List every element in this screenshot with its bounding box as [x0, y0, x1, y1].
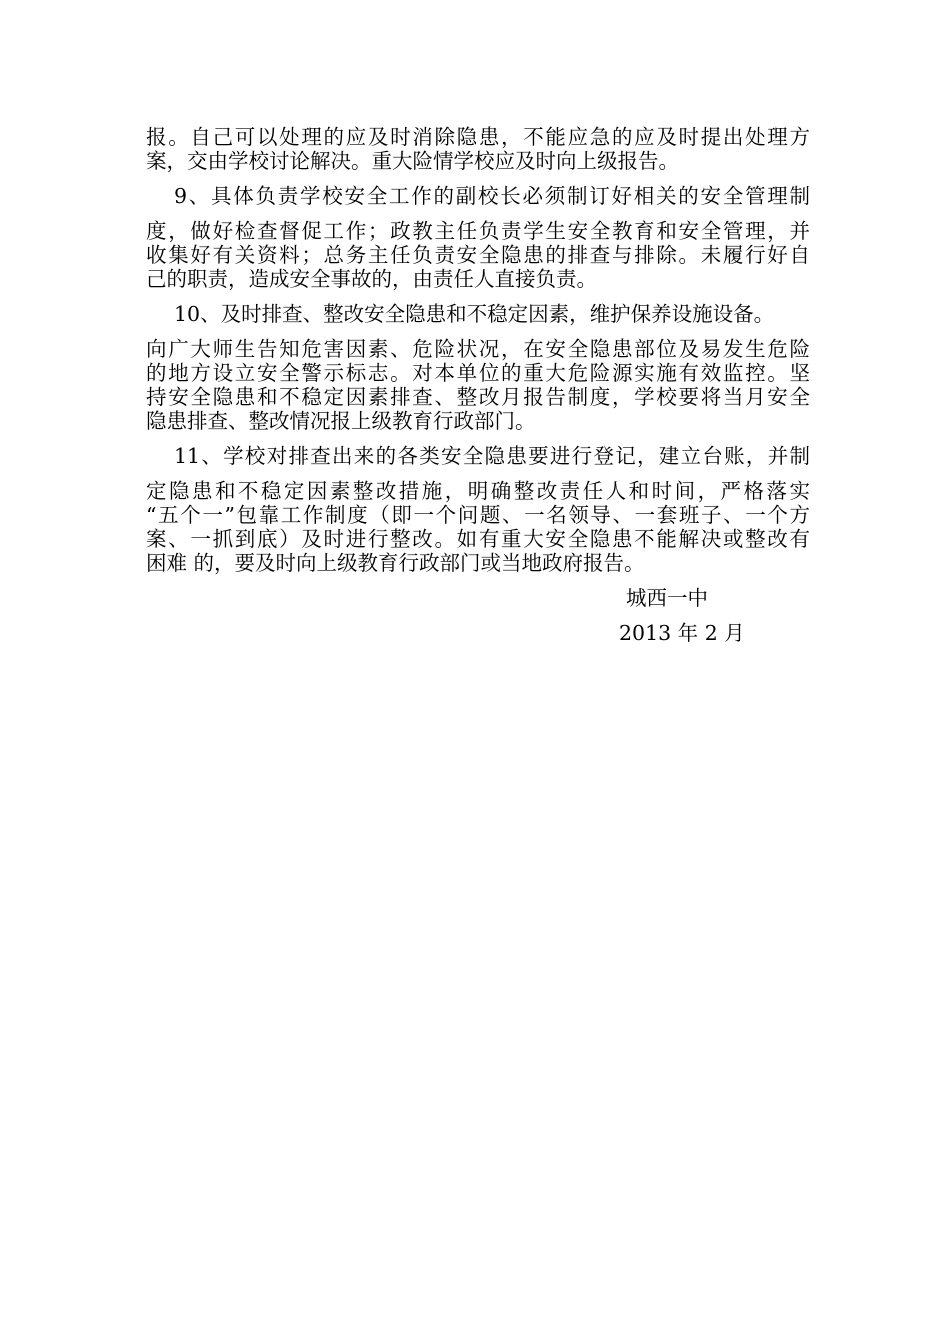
paragraph-11-line-1: 11、学校对排查出来的各类安全隐患要进行登记，建立台账，并制 [174, 444, 810, 468]
paragraph-10-line-1: 10、及时排查、整改安全隐患和不稳定因素，维护保养设施设备。 [174, 302, 775, 326]
paragraph-9-line-4: 己的职责，造成安全事故的，由责任人直接负责。 [146, 267, 597, 291]
paragraph-9-line-2: 度，做好检查督促工作；政教主任负责学生安全教育和安全管理，并 [146, 219, 810, 243]
paragraph-11-line-5: 困难 的，要及时向上级教育行政部门或当地政府报告。 [146, 551, 645, 575]
paragraph-8-line-2: 案，交由学校讨论解决。重大险情学校应及时向上级报告。 [146, 149, 679, 173]
paragraph-8-line-1: 报。自己可以处理的应及时消除隐患，不能应急的应及时提出处理方 [146, 125, 810, 149]
paragraph-10-line-5: 隐患排查、整改情况报上级教育行政部门。 [146, 409, 536, 433]
signature-date: 2013 年 2 月 [619, 621, 745, 645]
paragraph-11-line-2: 定隐患和不稳定因素整改措施，明确整改责任人和时间，严格落实 [146, 479, 810, 503]
paragraph-10-line-3: 的地方设立安全警示标志。对本单位的重大危险源实施有效监控。坚 [146, 361, 810, 385]
paragraph-9-line-1: 9、具体负责学校安全工作的副校长必须制订好相关的安全管理制 [174, 184, 810, 208]
signature-organization: 城西一中 [626, 586, 708, 610]
paragraph-11-line-3: “五个一”包靠工作制度（即一个问题、一名领导、一套班子、一个方 [146, 503, 810, 527]
paragraph-10-line-4: 持安全隐患和不稳定因素排查、整改月报告制度，学校要将当月安全 [146, 385, 810, 409]
paragraph-9-line-3: 收集好有关资料；总务主任负责安全隐患的排查与排除。未履行好自 [146, 243, 810, 267]
paragraph-10-line-2: 向广大师生告知危害因素、危险状况，在安全隐患部位及易发生危险 [146, 337, 810, 361]
paragraph-11-line-4: 案、一抓到底）及时进行整改。如有重大安全隐患不能解决或整改有 [146, 527, 810, 551]
